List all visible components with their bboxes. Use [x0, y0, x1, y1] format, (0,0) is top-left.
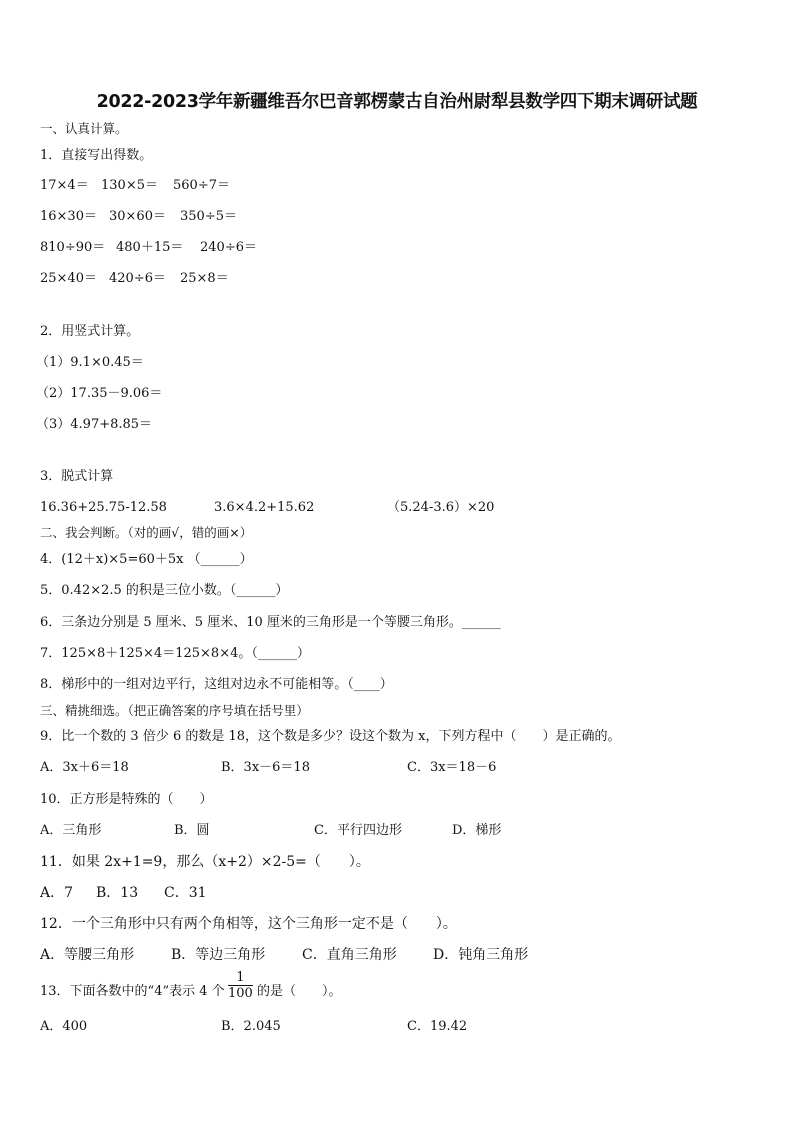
q13-option-b: B．2.045 — [221, 1019, 281, 1034]
q1-item: 240÷6＝ — [200, 240, 257, 255]
q13-option-c: C．19.42 — [407, 1019, 468, 1034]
q10-option-a: A．三角形 — [40, 823, 102, 838]
q3-item: 3.6×4.2+15.62 — [214, 500, 315, 515]
q13-fraction — [228, 970, 253, 1001]
q1-label: 1．直接写出得数。 — [40, 148, 153, 163]
q7: 7．125×8＋125×4＝125×8×4。（______） — [40, 646, 310, 661]
q10-option-c: C．平行四边形 — [314, 823, 402, 838]
q1-item: 25×8＝ — [180, 271, 229, 286]
q1-item: 420÷6＝ — [109, 271, 166, 286]
q2-label: 2．用竖式计算。 — [40, 324, 140, 339]
q3-label: 3．脱式计算 — [40, 469, 114, 484]
q12-option-a: A．等腰三角形 — [40, 947, 135, 963]
section-1-heading: 一、认真计算。 — [40, 121, 128, 136]
q1-item: 560÷7＝ — [173, 178, 230, 193]
q13-stem-after: 的是（ ）。 — [257, 984, 342, 999]
q10-option-d: D．梯形 — [452, 823, 502, 838]
q9-option-c: C．3x＝18－6 — [407, 760, 497, 775]
q1-item: 350÷5＝ — [180, 209, 237, 224]
q1-item: 17×4＝ — [40, 178, 89, 193]
q9-option-b: B．3x－6＝18 — [221, 760, 310, 775]
q13-option-a: A．400 — [40, 1019, 88, 1034]
q11-option-a: A．7 — [40, 885, 74, 901]
q12-option-b: B．等边三角形 — [171, 947, 266, 963]
q1-item: 25×40＝ — [40, 271, 97, 286]
q13-fraction-denominator: 100 — [228, 986, 253, 1001]
q12-option-d: D．钝角三角形 — [433, 947, 529, 963]
q2-item: （2）17.35－9.06＝ — [36, 386, 163, 401]
q11-stem: 11．如果 2x+1=9，那么（x+2）×2-5=（ ）。 — [40, 854, 370, 870]
q8: 8．梯形中的一组对边平行，这组对边永不可能相等。（____） — [40, 677, 393, 692]
section-2-heading: 二、我会判断。（对的画√，错的画×） — [40, 525, 253, 540]
section-3-heading: 三、精挑细选。（把正确答案的序号填在括号里） — [40, 703, 309, 718]
q6: 6．三条边分别是 5 厘米、5 厘米、10 厘米的三角形是一个等腰三角形。______ — [40, 615, 501, 630]
q3-item: （5.24-3.6）×20 — [387, 500, 495, 515]
q3-item: 16.36+25.75-12.58 — [40, 500, 167, 515]
q13-stem-before: 13．下面各数中的“4”表示 4 个 — [40, 984, 225, 999]
page-title: 2022-2023学年新疆维吾尔巴音郭楞蒙古自治州尉犁县数学四下期末调研试题 — [96, 92, 698, 112]
q1-item: 30×60＝ — [109, 209, 166, 224]
q10-option-b: B．圆 — [174, 823, 210, 838]
q1-item: 810÷90＝ — [40, 240, 106, 255]
q11-option-c: C．31 — [164, 885, 207, 901]
q13-fraction-numerator: 1 — [228, 970, 253, 986]
q5: 5．0.42×2.5 的积是三位小数。（______） — [40, 583, 289, 598]
q2-item: （3）4.97+8.85＝ — [36, 417, 153, 432]
q12-stem: 12．一个三角形中只有两个角相等，这个三角形一定不是（ ）。 — [40, 916, 457, 932]
q11-option-b: B．13 — [96, 885, 139, 901]
q12-option-c: C．直角三角形 — [302, 947, 397, 963]
q10-stem: 10．正方形是特殊的（ ） — [40, 792, 213, 807]
q9-option-a: A．3x＋6＝18 — [40, 760, 129, 775]
q2-item: （1）9.1×0.45＝ — [36, 355, 144, 370]
q4: 4．(12＋x)×5=60＋5x （______） — [40, 552, 253, 567]
q9-stem: 9．比一个数的 3 倍少 6 的数是 18，这个数是多少？设这个数为 x，下列方程中（ ）是正确的。 — [40, 729, 621, 744]
q1-item: 130×5＝ — [101, 178, 158, 193]
q1-item: 480＋15＝ — [116, 240, 184, 255]
q1-item: 16×30＝ — [40, 209, 97, 224]
